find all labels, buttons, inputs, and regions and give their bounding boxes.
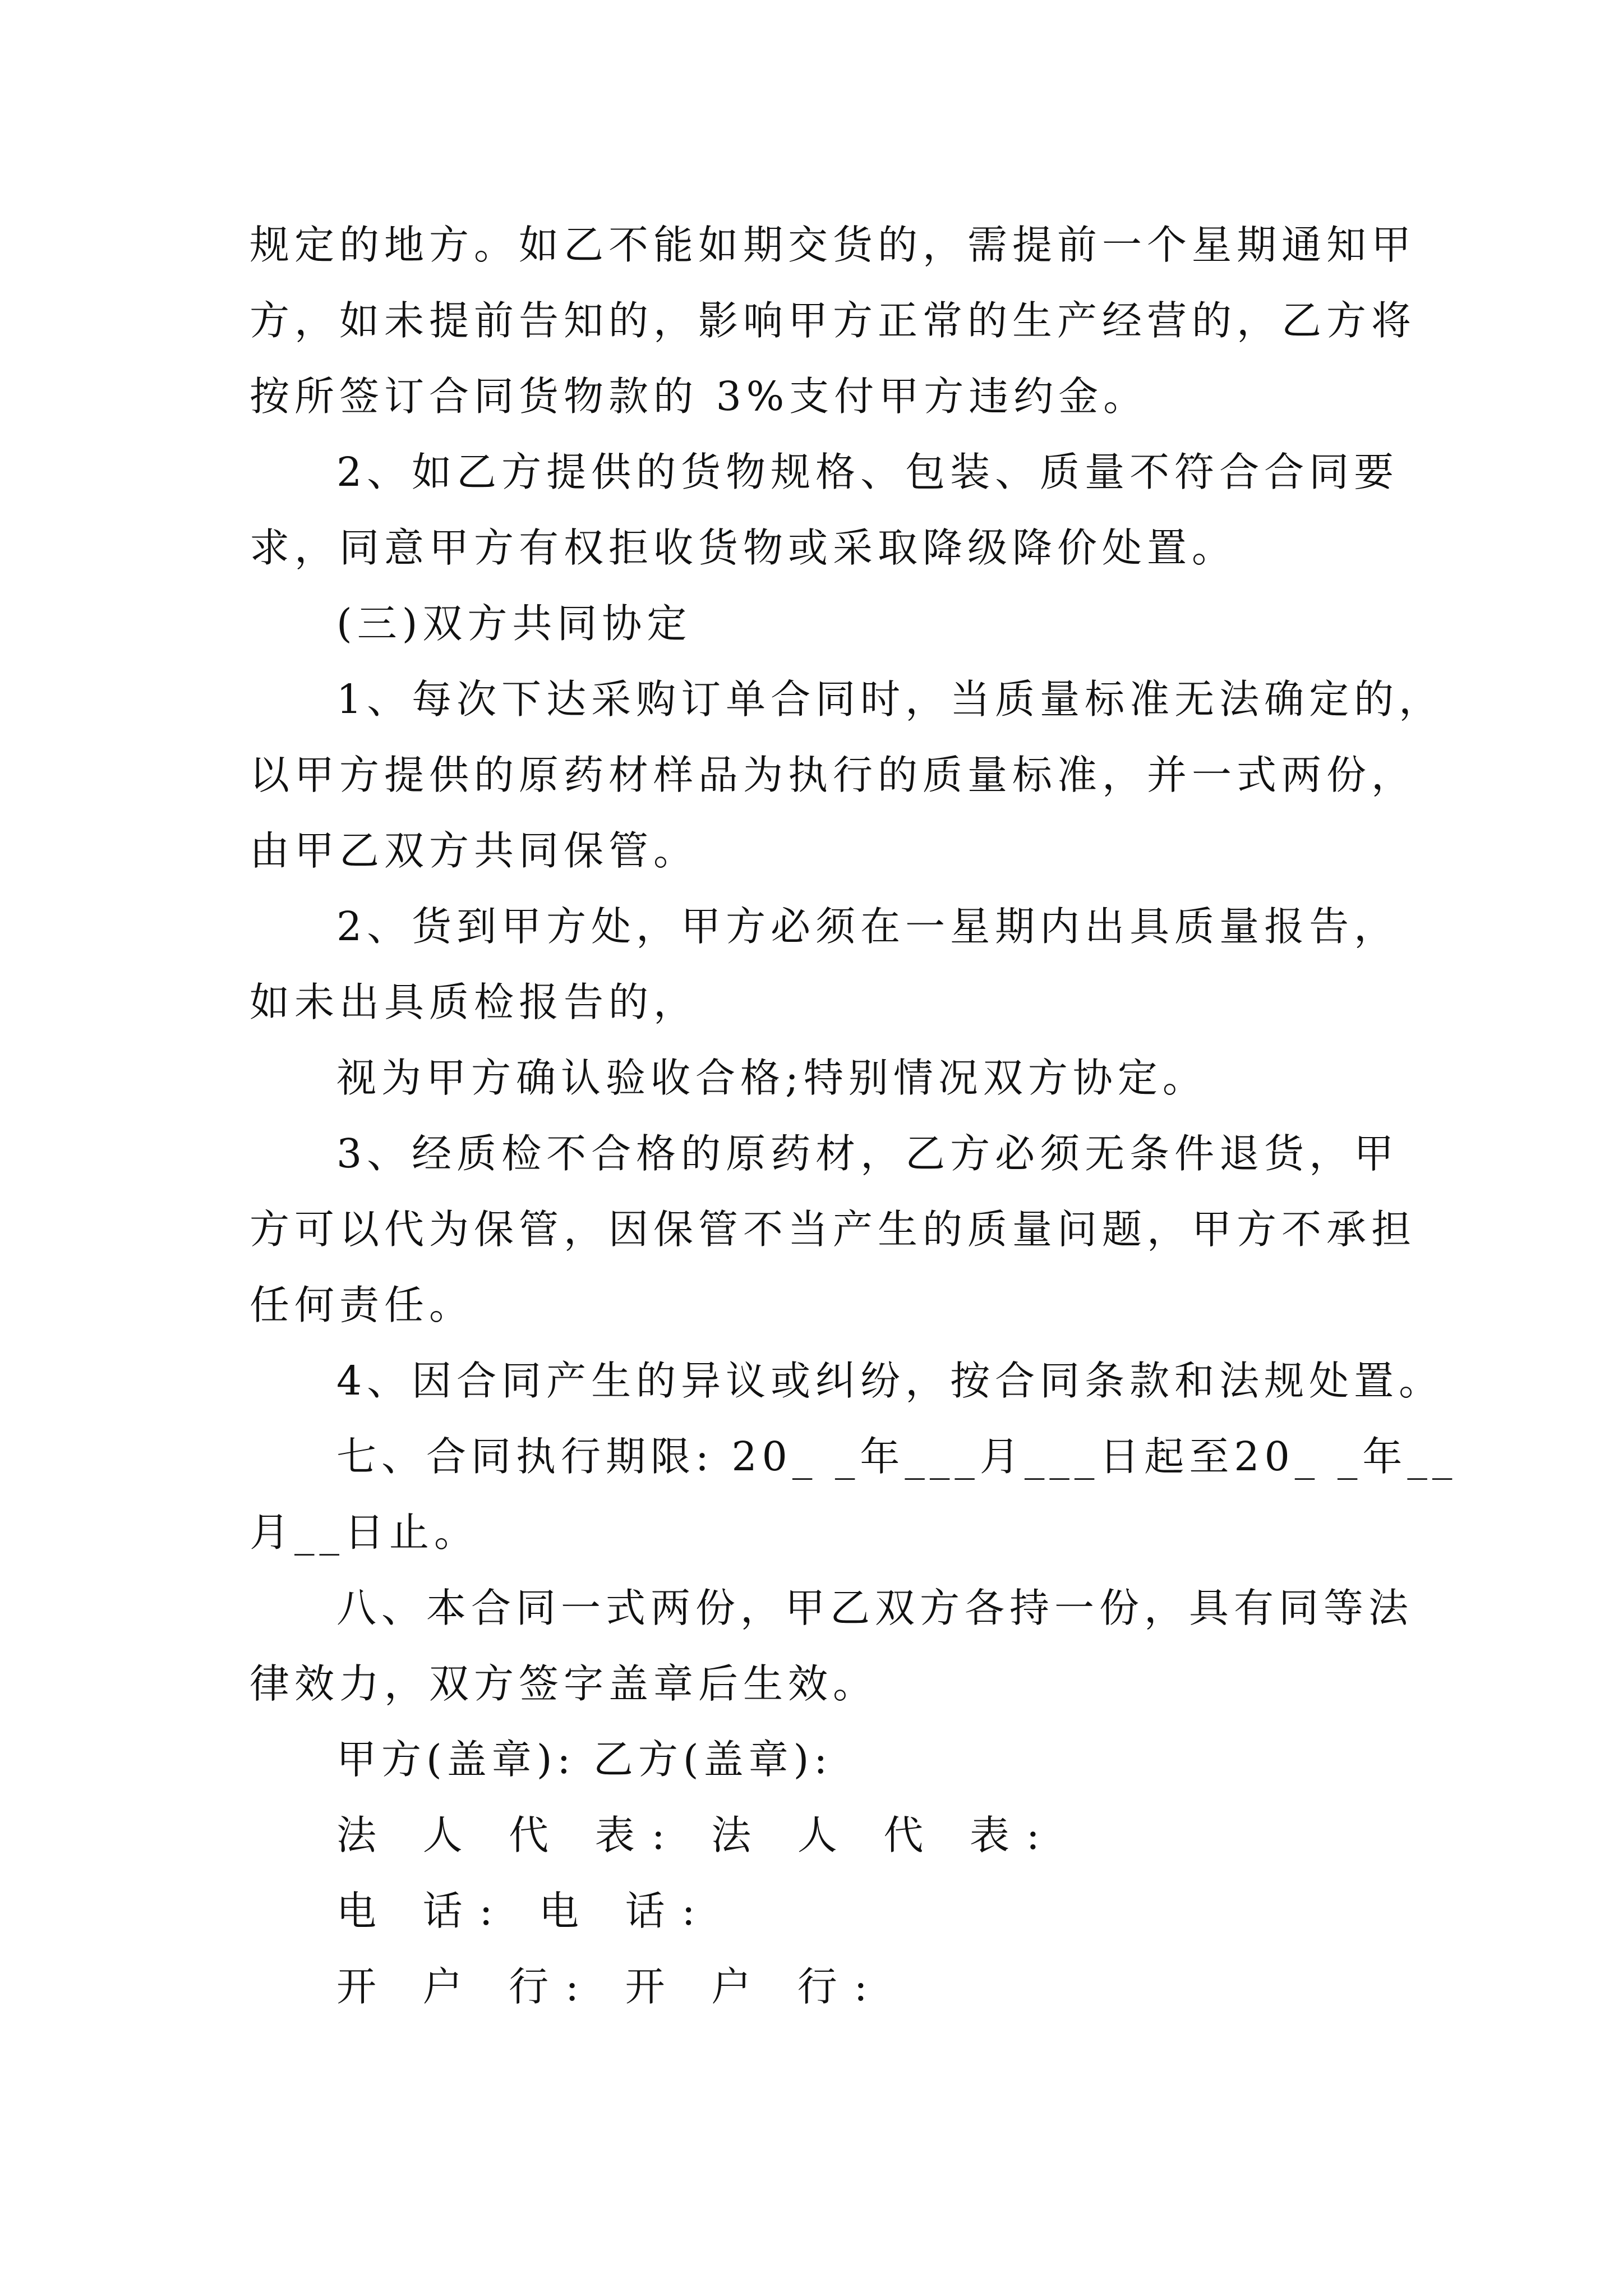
contract-term-end: 月__日止。 xyxy=(250,1509,479,1556)
text-line-12: 视为甲方确认验收合格;特别情况双方协定。 xyxy=(336,1055,1207,1101)
contract-term-line: 七、合同执行期限: 20_ _年___月___日起至20_ _年__ xyxy=(336,1433,1458,1480)
section-heading: (三)双方共同协定 xyxy=(336,600,692,647)
text-line-15: 任何责任。 xyxy=(250,1282,474,1328)
text-line-14: 方可以代为保管，因保管不当产生的质量问题，甲方不承担 xyxy=(250,1206,1417,1253)
text-line-9: 由甲乙双方共同保管。 xyxy=(250,827,699,874)
phone-line: 电 话: 电 话: xyxy=(336,1888,712,1934)
text-line-4: 2、如乙方提供的货物规格、包装、质量不符合合同要 xyxy=(336,449,1399,495)
text-line-3: 按所签订合同货物款的 3%支付甲方违约金。 xyxy=(250,373,1149,420)
text-line-13: 3、经质检不合格的原药材，乙方必须无条件退货，甲 xyxy=(336,1130,1399,1177)
text-line-19: 八、本合同一式两份，甲乙双方各持一份，具有同等法 xyxy=(336,1585,1414,1631)
text-line-16: 4、因合同产生的异议或纠纷，按合同条款和法规处置。 xyxy=(336,1358,1444,1404)
signature-seal-line: 甲方(盖章): 乙方(盖章): xyxy=(336,1736,833,1783)
text-line-10: 2、货到甲方处，甲方必须在一星期内出具质量报告， xyxy=(336,903,1399,950)
text-line-2: 方，如未提前告知的，影响甲方正常的生产经营的，乙方将 xyxy=(250,297,1417,344)
text-line-5: 求，同意甲方有权拒收货物或采取降级降价处置。 xyxy=(250,524,1237,571)
bank-line: 开 户 行: 开 户 行: xyxy=(336,1963,884,2010)
text-line-8: 以甲方提供的原药材样品为执行的质量标准，并一式两份， xyxy=(250,752,1417,798)
legal-representative-line: 法 人 代 表: 法 人 代 表: xyxy=(336,1812,1057,1858)
text-line-1: 规定的地方。如乙不能如期交货的，需提前一个星期通知甲 xyxy=(250,222,1417,268)
text-line-7: 1、每次下达采购订单合同时，当质量标准无法确定的， xyxy=(336,676,1444,723)
text-line-11: 如未出具质检报告的， xyxy=(250,979,699,1025)
text-line-20: 律效力，双方签字盖章后生效。 xyxy=(250,1660,878,1707)
